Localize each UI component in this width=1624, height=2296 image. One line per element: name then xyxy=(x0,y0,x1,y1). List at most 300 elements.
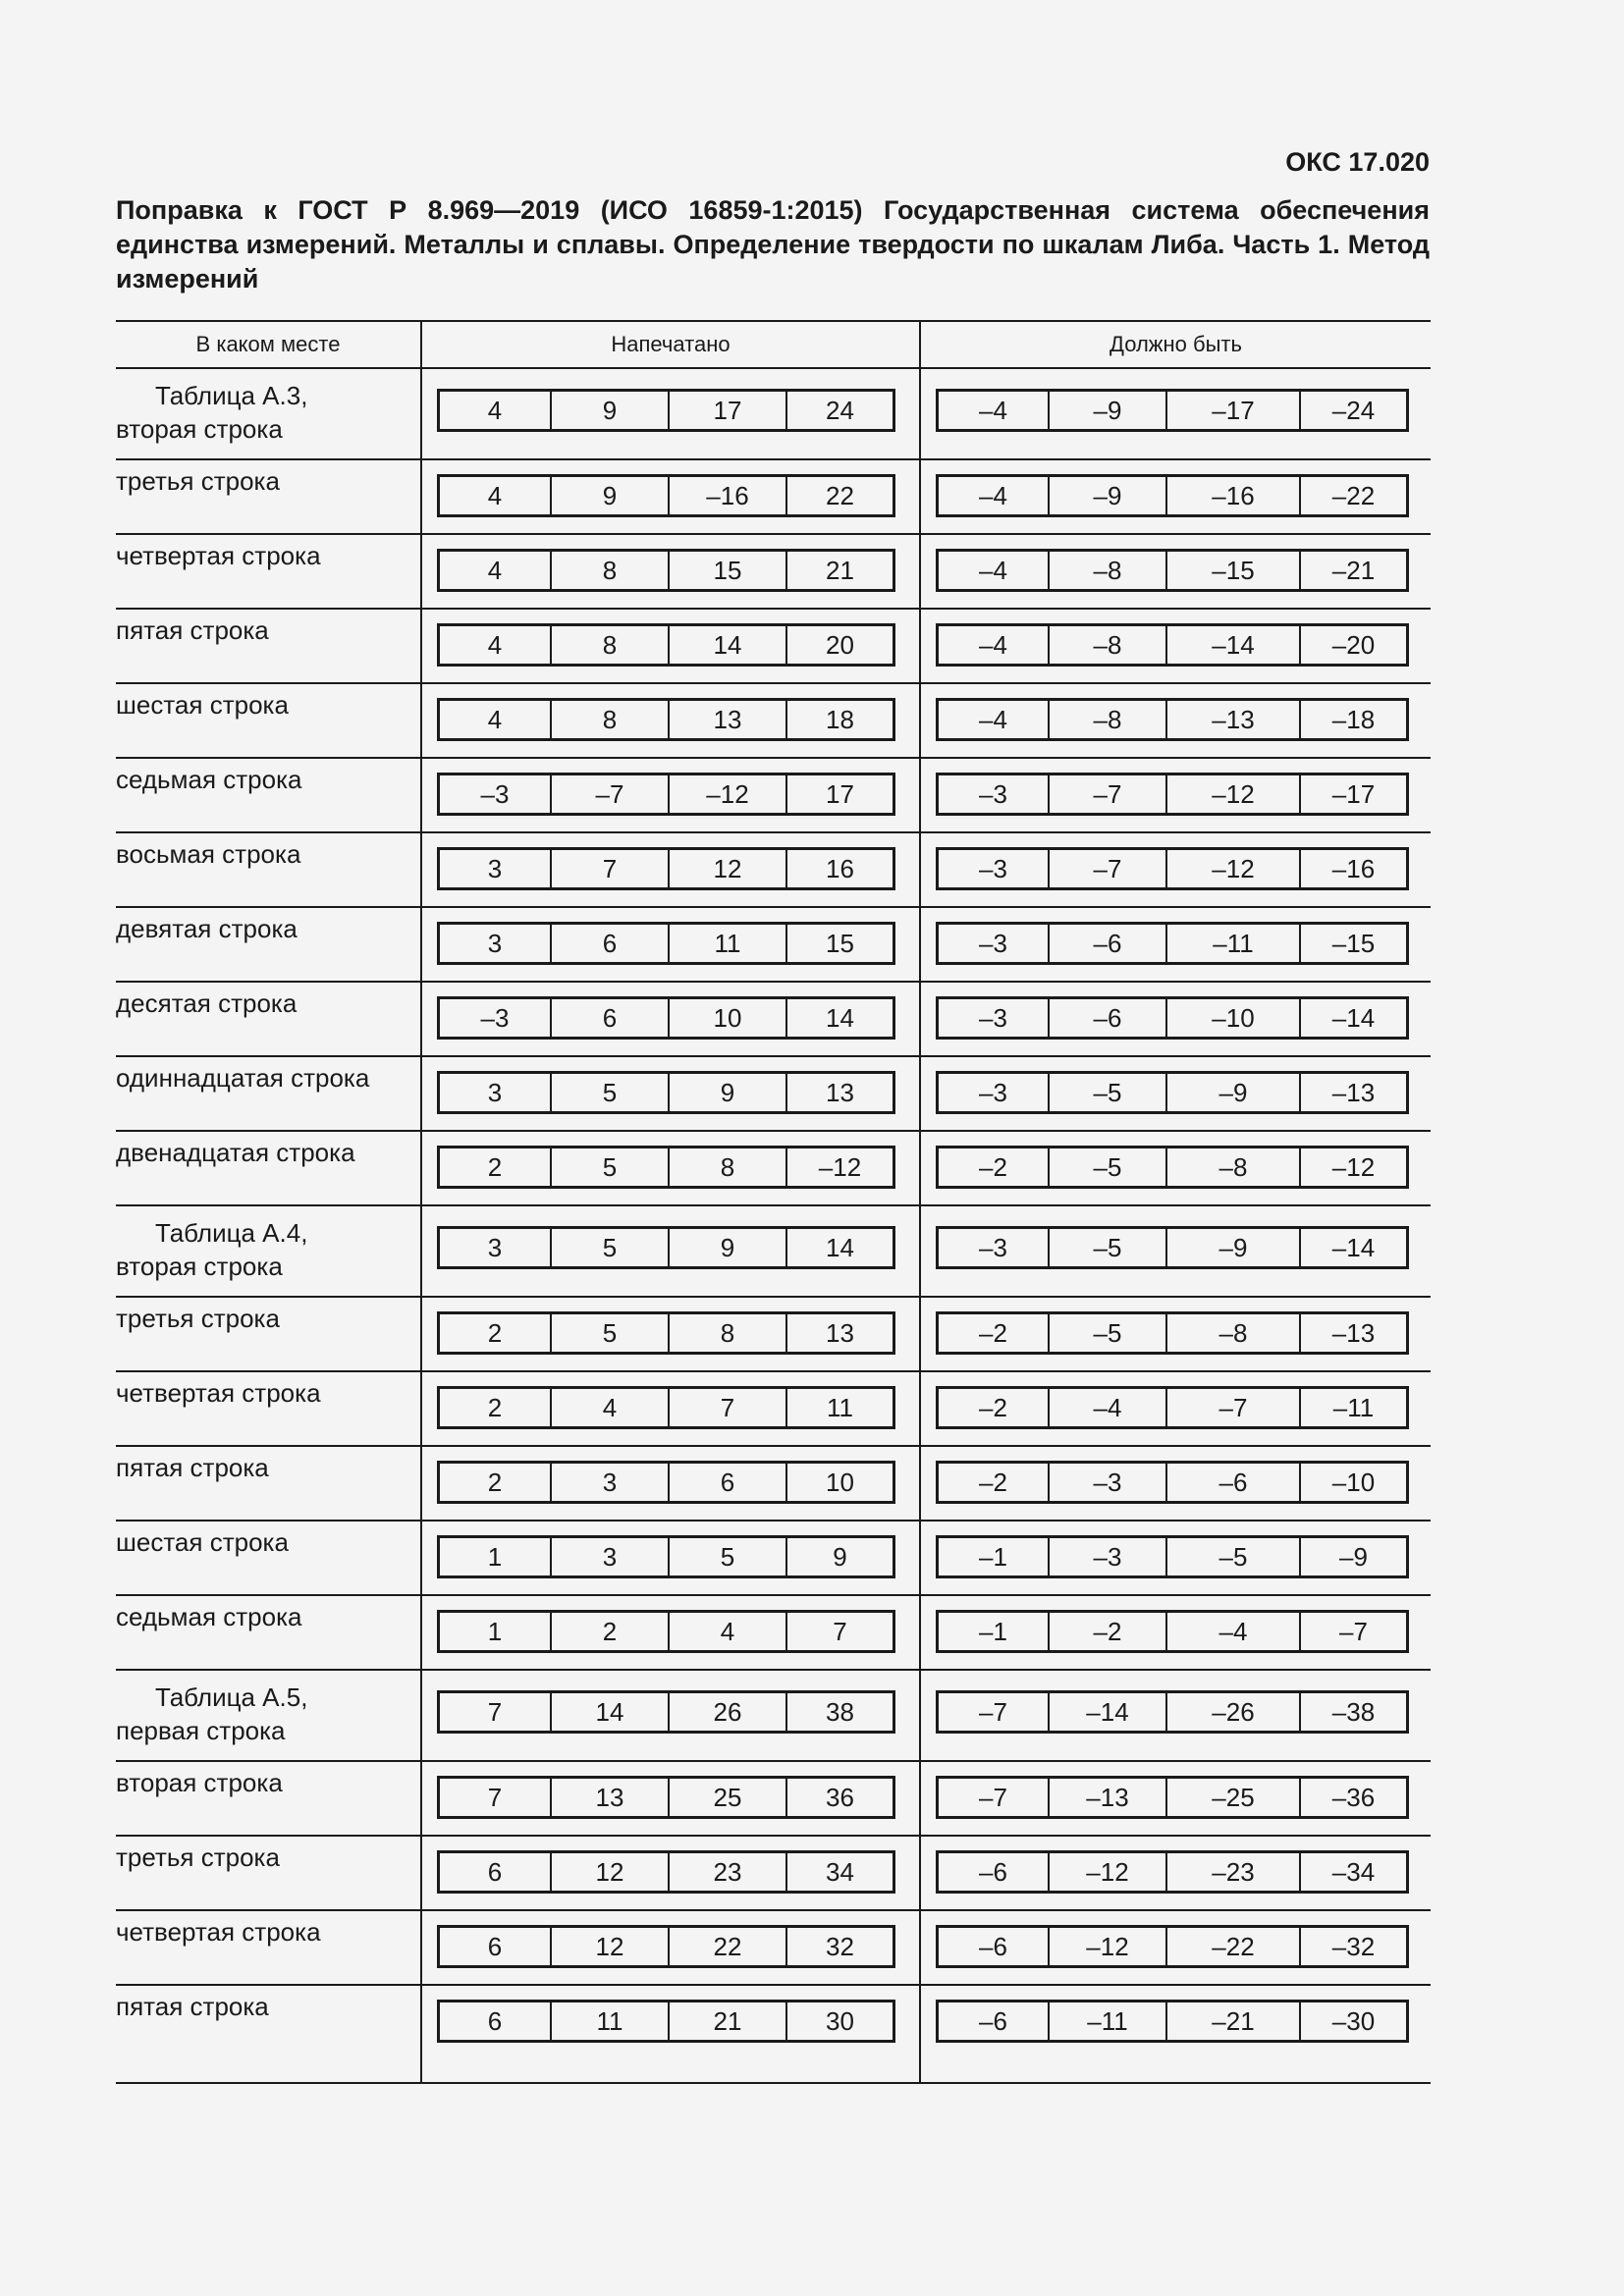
correct-value: –3 xyxy=(979,1002,1007,1033)
printed-value: 2 xyxy=(551,1612,669,1652)
table-header-row xyxy=(116,321,1431,368)
correct-value: –34 xyxy=(1300,1852,1408,1893)
printed-value: 5 xyxy=(551,1228,669,1268)
correct-value: –18 xyxy=(1300,700,1408,740)
printed-value: 3 xyxy=(551,1537,669,1577)
correct-value: –2 xyxy=(979,1317,1007,1348)
table-row xyxy=(116,907,1431,982)
printed-value: 13 xyxy=(786,1313,894,1354)
printed-value: 8 xyxy=(551,625,669,666)
correct-value: –7 xyxy=(979,1782,1007,1812)
correct-value: –32 xyxy=(1300,1927,1408,1967)
correct-value: –17 xyxy=(1166,391,1300,431)
printed-value: 32 xyxy=(786,1927,894,1967)
printed-values-box xyxy=(437,2000,895,2043)
location-cell xyxy=(116,907,421,982)
correct-values-box xyxy=(936,549,1409,592)
correct-value: –5 xyxy=(1049,1073,1166,1113)
printed-value: –16 xyxy=(669,476,786,516)
correct-value: –8 xyxy=(1049,700,1166,740)
correct-value: –2 xyxy=(979,1151,1007,1182)
correct-value: –21 xyxy=(1300,551,1408,591)
printed-values-box xyxy=(437,1386,895,1429)
correct-value: –9 xyxy=(1049,391,1166,431)
printed-values-box xyxy=(437,847,895,890)
header-should-be: Должно быть xyxy=(920,321,1431,368)
printed-value: 14 xyxy=(786,1228,894,1268)
correct-value: –6 xyxy=(1049,998,1166,1039)
printed-cell xyxy=(421,1371,920,1446)
printed-cell xyxy=(421,907,920,982)
correct-value: –22 xyxy=(1300,476,1408,516)
printed-value: 7 xyxy=(669,1388,786,1428)
table-row xyxy=(116,1670,1431,1761)
correct-value: –2 xyxy=(1049,1612,1166,1652)
correct-value: –12 xyxy=(1049,1852,1166,1893)
correct-value: –11 xyxy=(1166,924,1300,964)
printed-value: 16 xyxy=(786,849,894,889)
printed-value: 4 xyxy=(487,704,503,734)
location-row-ref: десятая строка xyxy=(116,988,298,1018)
printed-value: 11 xyxy=(786,1388,894,1428)
table-row xyxy=(116,1205,1431,1297)
table-row xyxy=(116,683,1431,758)
printed-cell xyxy=(421,683,920,758)
printed-value: 17 xyxy=(786,774,894,815)
correct-value: –9 xyxy=(1166,1073,1300,1113)
printed-value: 25 xyxy=(669,1778,786,1818)
printed-values-box xyxy=(437,1850,895,1894)
printed-value: 7 xyxy=(551,849,669,889)
location-row-ref: третья строка xyxy=(116,1842,280,1872)
correct-value: –5 xyxy=(1166,1537,1300,1577)
printed-cell xyxy=(421,1910,920,1985)
should-be-cell xyxy=(920,1056,1431,1131)
should-be-cell xyxy=(920,1371,1431,1446)
printed-value: 30 xyxy=(786,2002,894,2042)
location-row-ref: восьмая строка xyxy=(116,839,301,869)
should-be-cell xyxy=(920,1836,1431,1910)
location-row-ref: девятая строка xyxy=(116,914,298,943)
printed-value: 17 xyxy=(669,391,786,431)
correct-value: –5 xyxy=(1049,1313,1166,1354)
location-cell xyxy=(116,1761,421,1836)
printed-value: 15 xyxy=(786,924,894,964)
location-row-ref: третья строка xyxy=(116,466,280,496)
printed-value: 9 xyxy=(669,1073,786,1113)
correct-value: –7 xyxy=(979,1696,1007,1727)
correct-values-box xyxy=(936,1535,1409,1578)
printed-value: –3 xyxy=(480,1002,510,1033)
printed-value: 5 xyxy=(551,1073,669,1113)
should-be-cell xyxy=(920,1297,1431,1371)
location-cell xyxy=(116,758,421,832)
printed-values-box xyxy=(437,1925,895,1968)
location-cell xyxy=(116,1670,421,1761)
location-cell xyxy=(116,1836,421,1910)
location-row-ref: одиннадцатая строка xyxy=(116,1063,370,1093)
correct-value: –12 xyxy=(1166,849,1300,889)
printed-value: 6 xyxy=(669,1463,786,1503)
printed-values-box xyxy=(437,698,895,741)
correct-value: –5 xyxy=(1049,1148,1166,1188)
correct-value: –3 xyxy=(979,853,1007,883)
correct-value: –12 xyxy=(1049,1927,1166,1967)
printed-values-box xyxy=(437,549,895,592)
location-cell xyxy=(116,534,421,609)
table-row xyxy=(116,368,1431,459)
header-printed: Напечатано xyxy=(421,321,920,368)
correct-value: –3 xyxy=(979,928,1007,958)
correct-value: –12 xyxy=(1300,1148,1408,1188)
printed-value: 4 xyxy=(551,1388,669,1428)
printed-value: 2 xyxy=(487,1151,503,1182)
printed-values-box xyxy=(437,1071,895,1114)
correct-value: –7 xyxy=(1049,849,1166,889)
correct-value: –4 xyxy=(979,395,1007,425)
correct-value: –4 xyxy=(979,704,1007,734)
printed-value: 14 xyxy=(551,1692,669,1733)
printed-value: 9 xyxy=(551,391,669,431)
correct-values-box xyxy=(936,1776,1409,1819)
correct-values-box xyxy=(936,1925,1409,1968)
correct-value: –6 xyxy=(1049,924,1166,964)
correct-value: –2 xyxy=(979,1467,1007,1497)
printed-value: 7 xyxy=(786,1612,894,1652)
correct-value: –14 xyxy=(1166,625,1300,666)
printed-cell xyxy=(421,459,920,534)
correct-value: –8 xyxy=(1166,1148,1300,1188)
printed-value: 1 xyxy=(487,1616,503,1646)
printed-value: 1 xyxy=(487,1541,503,1572)
location-cell xyxy=(116,1595,421,1670)
should-be-cell xyxy=(920,459,1431,534)
printed-value: 13 xyxy=(551,1778,669,1818)
printed-value: –12 xyxy=(669,774,786,815)
printed-cell xyxy=(421,1595,920,1670)
printed-value: 3 xyxy=(487,853,503,883)
location-row-ref: вторая строка xyxy=(116,1252,283,1281)
correct-value: –25 xyxy=(1166,1778,1300,1818)
printed-value: 13 xyxy=(669,700,786,740)
correct-value: –4 xyxy=(979,629,1007,660)
location-row-ref: седьмая строка xyxy=(116,1602,302,1631)
correct-values-box xyxy=(936,1690,1409,1734)
table-row xyxy=(116,1836,1431,1910)
correct-value: –3 xyxy=(979,778,1007,809)
printed-value: 8 xyxy=(669,1148,786,1188)
location-row-ref: четвертая строка xyxy=(116,541,321,570)
printed-value: 13 xyxy=(786,1073,894,1113)
printed-values-box xyxy=(437,474,895,517)
printed-values-box xyxy=(437,1311,895,1355)
printed-cell xyxy=(421,1056,920,1131)
correct-value: –13 xyxy=(1300,1313,1408,1354)
location-row-ref: шестая строка xyxy=(116,690,289,720)
printed-value: 20 xyxy=(786,625,894,666)
printed-cell xyxy=(421,368,920,459)
printed-value: 2 xyxy=(487,1467,503,1497)
table-row xyxy=(116,534,1431,609)
printed-value: 10 xyxy=(786,1463,894,1503)
printed-value: 38 xyxy=(786,1692,894,1733)
table-row xyxy=(116,1131,1431,1205)
printed-value: 9 xyxy=(786,1537,894,1577)
table-row xyxy=(116,1761,1431,1836)
location-row-ref: вторая строка xyxy=(116,1768,283,1797)
printed-value: 21 xyxy=(669,2002,786,2042)
correct-value: –8 xyxy=(1049,551,1166,591)
correct-value: –15 xyxy=(1300,924,1408,964)
should-be-cell xyxy=(920,609,1431,683)
location-cell xyxy=(116,1131,421,1205)
printed-cell xyxy=(421,534,920,609)
printed-value: 4 xyxy=(669,1612,786,1652)
table-row xyxy=(116,459,1431,534)
printed-value: 12 xyxy=(551,1927,669,1967)
printed-cell xyxy=(421,609,920,683)
printed-cell xyxy=(421,1670,920,1761)
correct-value: –13 xyxy=(1300,1073,1408,1113)
correct-values-box xyxy=(936,623,1409,667)
printed-value: 8 xyxy=(669,1313,786,1354)
correct-value: –3 xyxy=(979,1232,1007,1262)
table-body xyxy=(116,368,1431,2083)
location-row-ref: пятая строка xyxy=(116,1992,269,2021)
amendment-table xyxy=(116,320,1431,2084)
correct-value: –1 xyxy=(979,1541,1007,1572)
printed-value: 22 xyxy=(669,1927,786,1967)
correct-value: –11 xyxy=(1049,2002,1166,2042)
printed-value: 5 xyxy=(669,1537,786,1577)
should-be-cell xyxy=(920,1205,1431,1297)
location-cell xyxy=(116,1371,421,1446)
printed-value: 14 xyxy=(786,998,894,1039)
correct-values-box xyxy=(936,996,1409,1040)
printed-cell xyxy=(421,1985,920,2083)
printed-value: 6 xyxy=(551,998,669,1039)
correct-values-box xyxy=(936,1850,1409,1894)
correct-value: –7 xyxy=(1300,1612,1408,1652)
location-table-ref: Таблица А.5, xyxy=(155,1682,308,1712)
printed-value: 36 xyxy=(786,1778,894,1818)
correct-value: –9 xyxy=(1166,1228,1300,1268)
table-row xyxy=(116,1371,1431,1446)
printed-values-box xyxy=(437,623,895,667)
printed-cell xyxy=(421,1205,920,1297)
printed-values-box xyxy=(437,1776,895,1819)
printed-values-box xyxy=(437,1461,895,1504)
correct-value: –14 xyxy=(1300,1228,1408,1268)
printed-value: 15 xyxy=(669,551,786,591)
printed-value: 6 xyxy=(551,924,669,964)
should-be-cell xyxy=(920,1670,1431,1761)
correct-value: –13 xyxy=(1049,1778,1166,1818)
location-cell xyxy=(116,832,421,907)
location-cell xyxy=(116,1910,421,1985)
correct-values-box xyxy=(936,1386,1409,1429)
correct-value: –13 xyxy=(1166,700,1300,740)
location-cell xyxy=(116,683,421,758)
printed-value: 4 xyxy=(487,629,503,660)
should-be-cell xyxy=(920,1910,1431,1985)
correct-values-box xyxy=(936,922,1409,965)
should-be-cell xyxy=(920,368,1431,459)
printed-value: 7 xyxy=(487,1696,503,1727)
printed-value: 2 xyxy=(487,1317,503,1348)
correct-value: –14 xyxy=(1049,1692,1166,1733)
correct-values-box xyxy=(936,474,1409,517)
printed-value: 6 xyxy=(487,1931,503,1961)
should-be-cell xyxy=(920,1131,1431,1205)
location-row-ref: третья строка xyxy=(116,1304,280,1333)
correct-value: –23 xyxy=(1166,1852,1300,1893)
correct-value: –12 xyxy=(1166,774,1300,815)
should-be-cell xyxy=(920,1595,1431,1670)
correct-value: –10 xyxy=(1166,998,1300,1039)
printed-value: 26 xyxy=(669,1692,786,1733)
printed-value: 21 xyxy=(786,551,894,591)
printed-values-box xyxy=(437,1610,895,1653)
location-table-ref: Таблица А.3, xyxy=(155,381,308,410)
printed-values-box xyxy=(437,996,895,1040)
correct-value: –16 xyxy=(1300,849,1408,889)
correct-value: –9 xyxy=(1049,476,1166,516)
correct-value: –11 xyxy=(1300,1388,1408,1428)
location-row-ref: первая строка xyxy=(116,1716,286,1745)
correct-value: –20 xyxy=(1300,625,1408,666)
printed-values-box xyxy=(437,1535,895,1578)
correct-values-box xyxy=(936,2000,1409,2043)
table-row xyxy=(116,1985,1431,2083)
location-row-ref: пятая строка xyxy=(116,615,269,645)
printed-value: 18 xyxy=(786,700,894,740)
table-row xyxy=(116,1056,1431,1131)
printed-values-box xyxy=(437,1146,895,1189)
location-row-ref: двенадцатая строка xyxy=(116,1138,355,1167)
location-cell xyxy=(116,459,421,534)
location-cell xyxy=(116,982,421,1056)
table-row xyxy=(116,1446,1431,1521)
should-be-cell xyxy=(920,982,1431,1056)
location-cell xyxy=(116,1056,421,1131)
header-location: В каком месте xyxy=(116,321,421,368)
location-row-ref: четвертая строка xyxy=(116,1378,321,1408)
printed-value: 3 xyxy=(487,928,503,958)
correct-value: –6 xyxy=(979,1931,1007,1961)
location-table-ref: Таблица А.4, xyxy=(155,1218,308,1248)
printed-value: 5 xyxy=(551,1148,669,1188)
location-cell xyxy=(116,1521,421,1595)
correct-value: –6 xyxy=(938,2002,1050,2042)
correct-value: –36 xyxy=(1300,1778,1408,1818)
correct-values-box xyxy=(936,1311,1409,1355)
correct-value: –8 xyxy=(1166,1313,1300,1354)
correct-value: –4 xyxy=(1049,1388,1166,1428)
printed-value: 4 xyxy=(487,555,503,585)
correct-value: –8 xyxy=(1049,625,1166,666)
correct-value: –16 xyxy=(1166,476,1300,516)
printed-values-box xyxy=(437,773,895,816)
correct-value: –4 xyxy=(979,555,1007,585)
correct-value: –4 xyxy=(979,480,1007,510)
table-row xyxy=(116,609,1431,683)
correct-value: –5 xyxy=(1049,1228,1166,1268)
printed-cell xyxy=(421,1446,920,1521)
printed-value: 34 xyxy=(786,1852,894,1893)
correct-values-box xyxy=(936,847,1409,890)
printed-value: –12 xyxy=(786,1148,894,1188)
correct-value: –3 xyxy=(1049,1537,1166,1577)
printed-value: 22 xyxy=(786,476,894,516)
printed-cell xyxy=(421,1761,920,1836)
table-row xyxy=(116,1910,1431,1985)
printed-value: 12 xyxy=(551,1852,669,1893)
printed-value: –3 xyxy=(480,778,510,809)
printed-value: 4 xyxy=(487,395,503,425)
correct-value: –38 xyxy=(1300,1692,1408,1733)
table-row xyxy=(116,1297,1431,1371)
correct-value: –3 xyxy=(1049,1463,1166,1503)
correct-values-box xyxy=(936,389,1409,432)
correct-value: –7 xyxy=(1166,1388,1300,1428)
location-row-ref: пятая строка xyxy=(116,1453,269,1482)
printed-value: 7 xyxy=(487,1782,503,1812)
correct-value: –14 xyxy=(1300,998,1408,1039)
printed-value: 6 xyxy=(439,2002,552,2042)
correct-value: –30 xyxy=(1300,2002,1408,2042)
correct-value: –1 xyxy=(979,1616,1007,1646)
correct-values-box xyxy=(936,773,1409,816)
should-be-cell xyxy=(920,683,1431,758)
location-row-ref: четвертая строка xyxy=(116,1917,321,1947)
should-be-cell xyxy=(920,1521,1431,1595)
should-be-cell xyxy=(920,907,1431,982)
classification-code: ОКС 17.020 xyxy=(1285,147,1430,177)
correct-value: –4 xyxy=(1166,1612,1300,1652)
printed-values-box xyxy=(437,922,895,965)
printed-value: 23 xyxy=(669,1852,786,1893)
printed-cell xyxy=(421,832,920,907)
should-be-cell xyxy=(920,1446,1431,1521)
correct-value: –2 xyxy=(979,1392,1007,1422)
printed-value: 2 xyxy=(487,1392,503,1422)
printed-value: 6 xyxy=(487,1856,503,1887)
should-be-cell xyxy=(920,534,1431,609)
location-cell xyxy=(116,1985,421,2083)
correct-values-box xyxy=(936,698,1409,741)
printed-cell xyxy=(421,1836,920,1910)
correct-value: –9 xyxy=(1300,1537,1408,1577)
printed-value: 10 xyxy=(669,998,786,1039)
should-be-cell xyxy=(920,758,1431,832)
printed-value: 12 xyxy=(669,849,786,889)
document-title: Поправка к ГОСТ Р 8.969—2019 (ИСО 16859-1:2015) Государственная система обеспечения единства измерений. Металлы и сплавы. Определение твердости по шкалам Либа. Часть 1. Метод измерений xyxy=(116,195,1430,294)
correct-values-box xyxy=(936,1071,1409,1114)
printed-cell xyxy=(421,1131,920,1205)
table-row xyxy=(116,758,1431,832)
printed-value: 8 xyxy=(551,700,669,740)
correct-value: –17 xyxy=(1300,774,1408,815)
printed-value: 3 xyxy=(487,1077,503,1107)
table-row xyxy=(116,982,1431,1056)
printed-values-box xyxy=(437,1226,895,1269)
printed-cell xyxy=(421,1297,920,1371)
printed-value: 3 xyxy=(487,1232,503,1262)
printed-cell xyxy=(421,1521,920,1595)
correct-value: –3 xyxy=(979,1077,1007,1107)
correct-value: –22 xyxy=(1166,1927,1300,1967)
